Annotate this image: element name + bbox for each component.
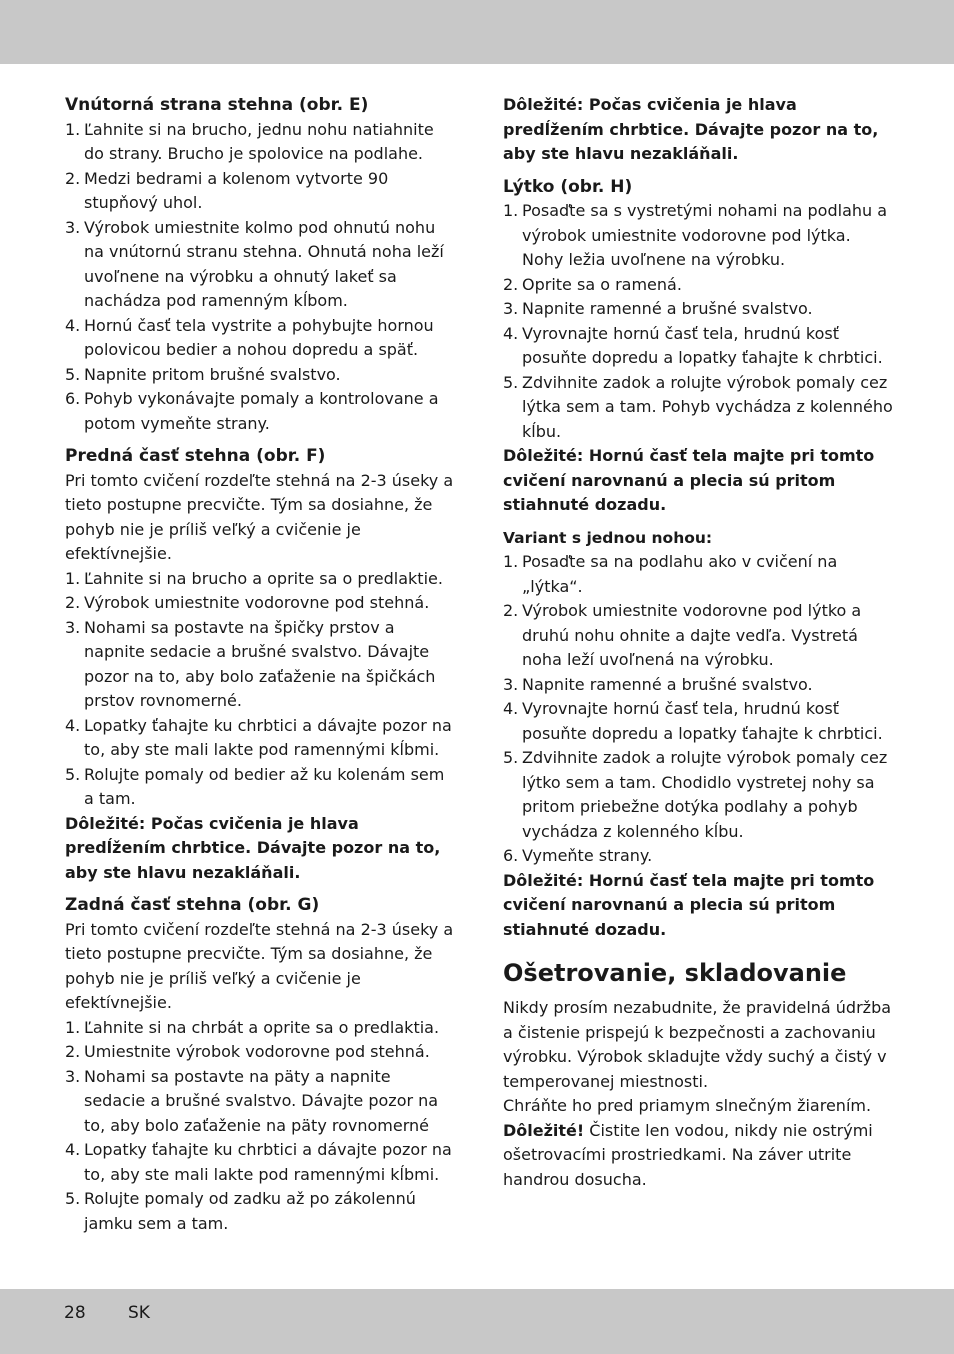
steps-list <box>503 550 893 869</box>
care-text: Chráňte ho pred priamym slnečným žiarením. <box>503 1096 872 1115</box>
care-heading: Ošetrovanie, skladovanie <box>503 959 847 987</box>
important-note: Dôležité: Hornú časť tela majte pri tomto cvičení narovnanú a plecia sú pritom stiahnuté dozadu. <box>503 870 875 939</box>
intro-text: Pri tomto cvičení rozdeľte stehná na 2-3 úseky a tieto postupne precvičte. Tým sa dosiahne, že pohyb nie je príliš veľký a cvičenie je efektívnejšie. <box>65 919 454 1012</box>
language-code: SK <box>128 1303 150 1323</box>
steps-list <box>65 1016 455 1237</box>
steps-list <box>65 567 455 812</box>
header-band <box>0 0 954 64</box>
section-title: Zadná časť stehna (obr. G) <box>65 895 320 915</box>
list-item: 3. Výrobok umiestnite kolmo pod ohnutú nohu na vnútornú stranu stehna. Ohnutá noha leží uvoľnene na výrobku a ohnutý lakeť sa nachádza pod ramenným kĺbom. <box>65 217 444 310</box>
list-item: 3. Nohami sa postavte na špičky prstov a napnite sedacie a brušné svalstvo. Dávajte pozor na to, aby bolo zaťaženie na špičkách prstov rovnomerné. <box>65 617 436 710</box>
list-item: 1. Ľahnite si na brucho a oprite sa o predlaktie. <box>65 568 443 588</box>
list-item: 4. Vyrovnajte hornú časť tela, hrudnú kosť posuňte dopredu a lopatky ťahajte k chrbtici. <box>503 323 883 367</box>
steps-list <box>65 118 455 437</box>
page-number: 28 <box>64 1303 86 1323</box>
list-item: 4. Lopatky ťahajte ku chrbtici a dávajte pozor na to, aby ste mali lakte pod ramennými kĺbmi. <box>65 1140 452 1184</box>
list-item: 3. Nohami sa postavte na päty a napnite sedacie a brušné svalstvo. Dávajte pozor na to, aby bolo zaťaženie na päty rovnomerné <box>65 1066 439 1135</box>
list-item: 4. Lopatky ťahajte ku chrbtici a dávajte pozor na to, aby ste mali lakte pod ramennými kĺbmi. <box>65 715 452 759</box>
right-column <box>503 93 893 1192</box>
list-item: 1. Posaďte sa na podlahu ako v cvičení na „lýtka“. <box>503 552 838 596</box>
important-note: Dôležité: Počas cvičenia je hlava predĺžením chrbtice. Dávajte pozor na to, aby ste hlavu nezakláňali. <box>65 813 441 882</box>
list-item: 5. Zdvihnite zadok a rolujte výrobok pomaly cez lýtka sem a tam. Pohyb vychádza z kolenného kĺbu. <box>503 372 893 441</box>
list-item: 1. Ľahnite si na brucho, jednu nohu natiahnite do strany. Brucho je spolovice na podlahe. <box>65 119 434 163</box>
list-item: 2. Medzi bedrami a kolenom vytvorte 90 stupňový uhol. <box>65 168 389 212</box>
important-text: Čistite len vodou, nikdy nie ostrými ošetrovacími prostriedkami. Na záver utrite handrou dosucha. <box>503 1120 873 1189</box>
list-item: 6. Vymeňte strany. <box>503 846 653 865</box>
list-item: 4. Hornú časť tela vystrite a pohybujte hornou polovicou bedier a nohou dopredu a späť. <box>65 315 434 359</box>
intro-text: Pri tomto cvičení rozdeľte stehná na 2-3 úseky a tieto postupne precvičte. Tým sa dosiahne, že pohyb nie je príliš veľký a cvičenie je efektívnejšie. <box>65 470 454 563</box>
care-text: Nikdy prosím nezabudnite, že pravidelná údržba a čistenie prispejú k bezpečnosti a zachovaniu výrobku. Výrobok skladujte vždy suchý a čistý v temperovanej miestnosti. <box>503 998 892 1091</box>
list-item: 3. Napnite ramenné a brušné svalstvo. <box>503 674 813 694</box>
list-item: 5. Rolujte pomaly od bedier až ku kolenám sem a tam. <box>65 764 445 808</box>
section-title: Vnútorná strana stehna (obr. E) <box>65 95 369 115</box>
section-title: Lýtko (obr. H) <box>503 176 633 197</box>
list-item: 1. Posaďte sa s vystretými nohami na podlahu a výrobok umiestnite vodorovne pod lýtka. Nohy ležia uvoľnene na výrobku. <box>503 201 888 269</box>
list-item: 5. Napnite pritom brušné svalstvo. <box>65 364 341 384</box>
list-item: 2. Výrobok umiestnite vodorovne pod lýtko a druhú nohu ohnite a dajte vedľa. Vystretá noha leží uvoľnená na výrobku. <box>503 601 862 669</box>
important-note: Dôležité: Hornú časť tela majte pri tomto cvičení narovnanú a plecia sú pritom stiahnuté dozadu. <box>503 446 875 514</box>
important-note: Dôležité: Počas cvičenia je hlava predĺžením chrbtice. Dávajte pozor na to, aby ste hlavu nezakláňali. <box>503 95 879 163</box>
list-item: 2. Umiestnite výrobok vodorovne pod stehná. <box>65 1042 430 1061</box>
list-item: 5. Zdvihnite zadok a rolujte výrobok pomaly cez lýtko sem a tam. Chodidlo vystretej nohy sa pritom priebežne dotýka podlahy a pohyb vychádza z kolenného kĺbu. <box>503 748 888 841</box>
variant-title: Variant s jednou nohou: <box>503 528 713 547</box>
steps-list <box>503 199 893 444</box>
list-item: 2. Výrobok umiestnite vodorovne pod stehná. <box>65 593 430 612</box>
list-item: 5. Rolujte pomaly od zadku až po zákolennú jamku sem a tam. <box>65 1189 416 1233</box>
important-label: Dôležité! <box>503 1120 585 1140</box>
list-item: 2. Oprite sa o ramená. <box>503 274 682 294</box>
list-item: 1. Ľahnite si na chrbát a oprite sa o predlaktia. <box>65 1017 440 1037</box>
section-title: Predná časť stehna (obr. F) <box>65 446 326 466</box>
list-item: 6. Pohyb vykonávajte pomaly a kontrolovane a potom vymeňte strany. <box>65 389 439 433</box>
care-important <box>503 1119 893 1193</box>
left-column <box>65 93 455 1236</box>
list-item: 3. Napnite ramenné a brušné svalstvo. <box>503 299 813 318</box>
list-item: 4. Vyrovnajte hornú časť tela, hrudnú kosť posuňte dopredu a lopatky ťahajte k chrbtici. <box>503 699 883 743</box>
